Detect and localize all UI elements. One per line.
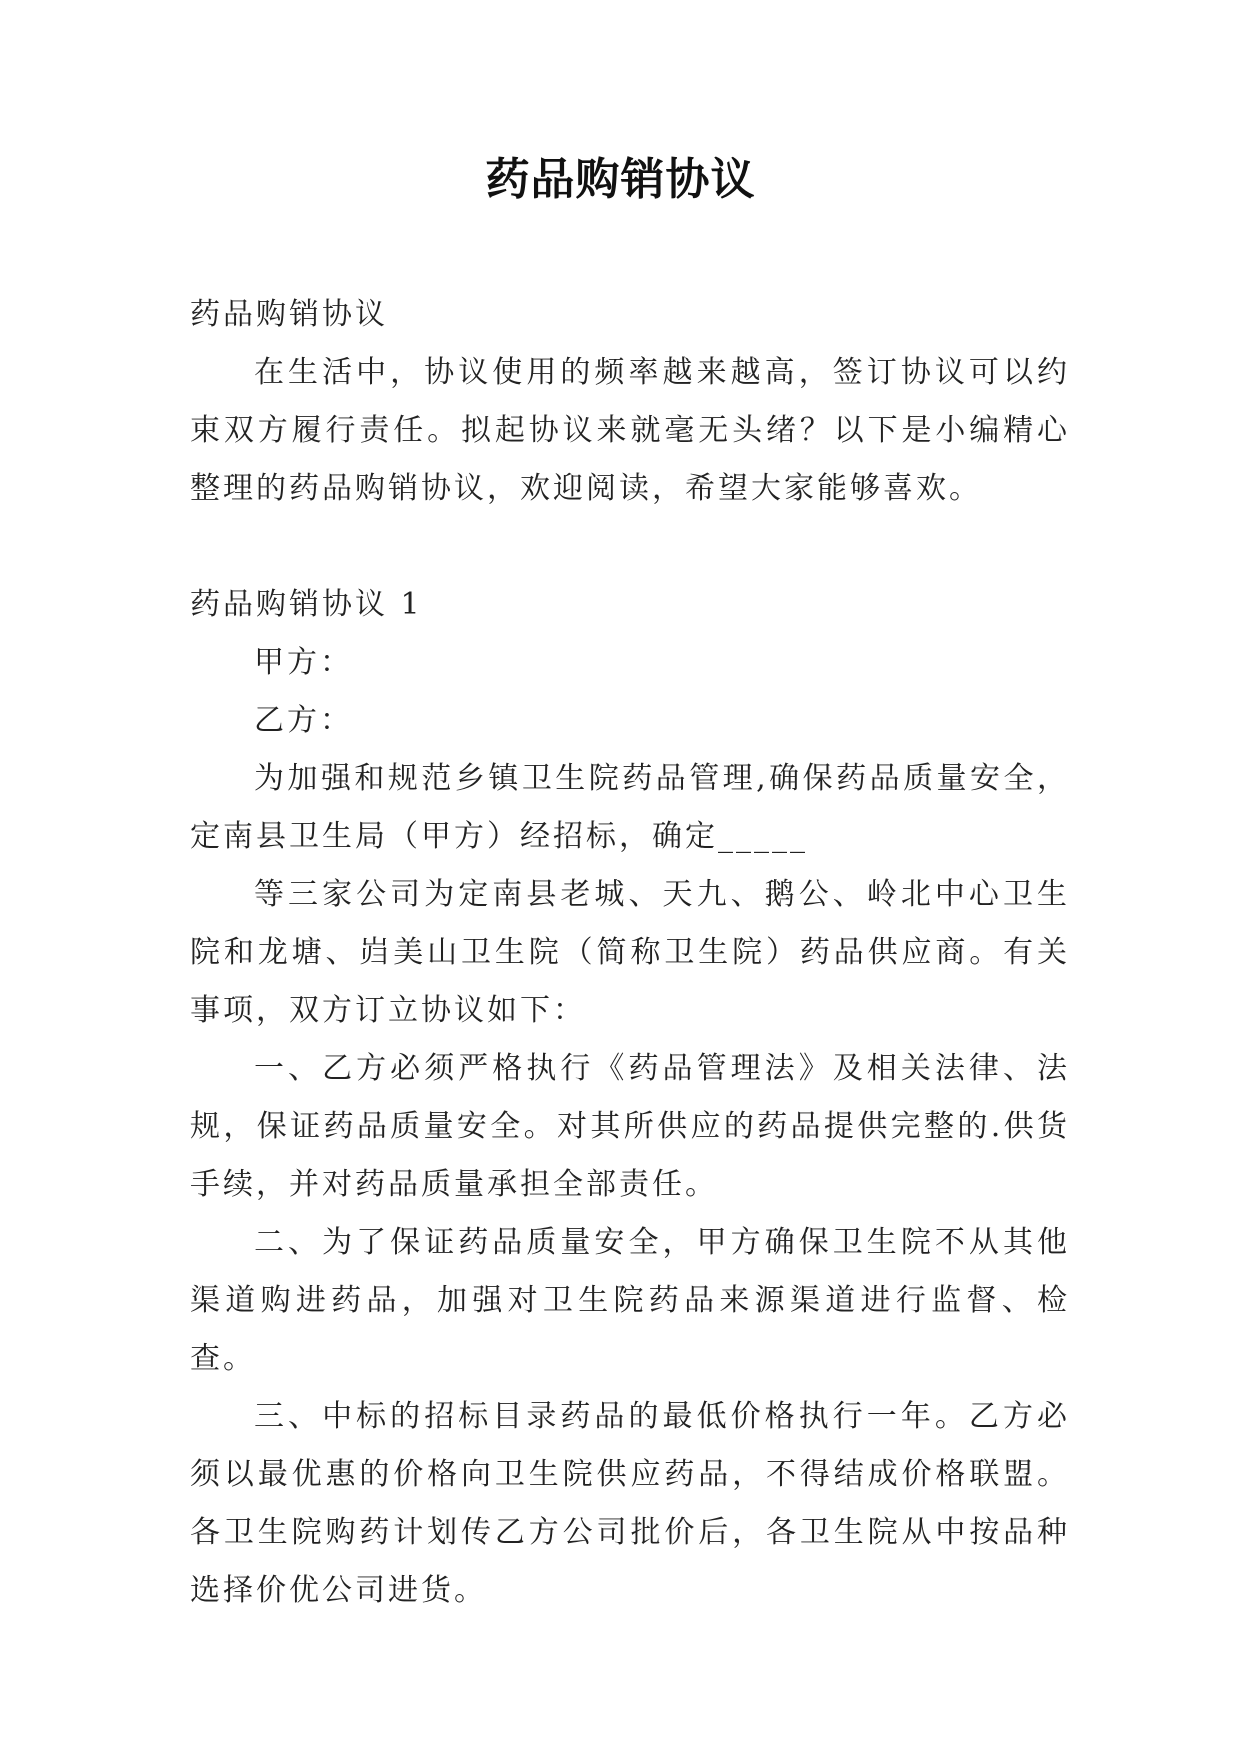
- agreement-heading: 药品购销协议 1: [190, 587, 423, 622]
- party-b-line: 乙方：: [254, 703, 353, 738]
- suppliers-paragraph: 等三家公司为定南县老城、天九、鹅公、岭北中心卫生院和龙塘、岿美山卫生院（简称卫生院）药品供应商。有关事项，双方订立协议如下：: [190, 877, 1070, 1028]
- document-body: [190, 286, 1070, 1620]
- section-heading: 药品购销协议: [190, 297, 388, 332]
- party-a-line: 甲方：: [254, 645, 353, 680]
- clause-3: 三、中标的招标目录药品的最低价格执行一年。乙方必须以最优惠的价格向卫生院供应药品，不得结成价格联盟。各卫生院购药计划传乙方公司批价后，各卫生院从中按品种选择价优公司进货。: [190, 1399, 1070, 1608]
- clause-1: 一、乙方必须严格执行《药品管理法》及相关法律、法规，保证药品质量安全。对其所供应的药品提供完整的.供货手续，并对药品质量承担全部责任。: [190, 1051, 1070, 1202]
- intro-paragraph: 在生活中，协议使用的频率越来越高，签订协议可以约束双方履行责任。拟起协议来就毫无头绪？以下是小编精心整理的药品购销协议，欢迎阅读，希望大家能够喜欢。: [190, 355, 1070, 506]
- document-title: 药品购销协议: [485, 154, 756, 205]
- clause-2: 二、为了保证药品质量安全，甲方确保卫生院不从其他渠道购进药品，加强对卫生院药品来源渠道进行监督、检查。: [190, 1225, 1070, 1376]
- preamble-paragraph: 为加强和规范乡镇卫生院药品管理,确保药品质量安全，定南县卫生局（甲方）经招标，确定_____: [190, 761, 1070, 854]
